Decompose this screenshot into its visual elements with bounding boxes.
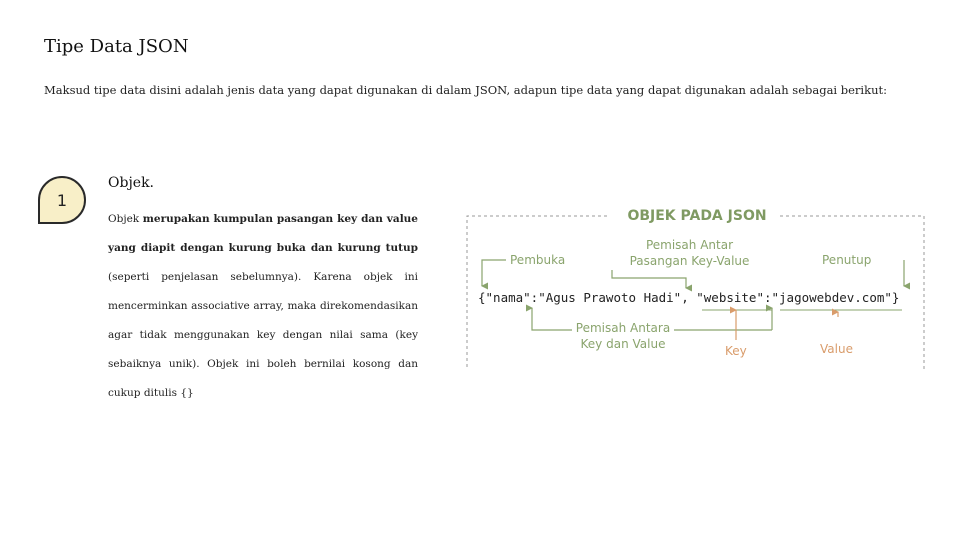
arrow-pemisah-pasangan bbox=[612, 270, 686, 288]
label-pemisah-kv-line2: Key dan Value bbox=[580, 337, 666, 351]
section-body bbox=[108, 205, 418, 408]
label-penutup: Penutup bbox=[822, 253, 872, 267]
diagram-title: OBJEK PADA JSON bbox=[627, 208, 767, 224]
label-pembuka: Pembuka bbox=[510, 253, 566, 267]
label-pemisah-pasangan-line1: Pemisah Antar bbox=[645, 238, 734, 252]
section-heading: Objek. bbox=[108, 175, 154, 191]
body-bold: merupakan kumpulan pasangan key dan value yang diapit dengan kurung buka dan kurung tutup bbox=[108, 213, 418, 254]
label-pemisah-pasangan bbox=[622, 237, 757, 269]
body-rest: (seperti penjelasan sebelumnya). Karena objek ini mencerminkan associative array, maka direkomendasikan agar tidak menggunakan key dengan nilai sama (key sebaiknya unik). Objek ini boleh bernilai kosong dan cukup ditulis {} bbox=[108, 271, 418, 399]
label-value: Value bbox=[820, 342, 853, 356]
intro-text: Maksud tipe data disini adalah jenis data yang dapat digunakan di dalam JSON, adapun tipe data yang dapat digunakan adalah sebagai berikut: bbox=[44, 83, 887, 97]
arrow-pembuka bbox=[482, 260, 506, 286]
page-title: Tipe Data JSON bbox=[44, 36, 189, 57]
json-code: {"nama":"Agus Prawoto Hadi", "website":"jagowebdev.com"} bbox=[478, 290, 900, 305]
label-pemisah-pasangan-line2: Pasangan Key-Value bbox=[629, 254, 750, 268]
label-pemisah-kv-line1: Pemisah Antara bbox=[575, 321, 671, 335]
arrow-pemisah-kv bbox=[532, 308, 572, 330]
label-key: Key bbox=[725, 344, 747, 358]
label-pemisah-kv bbox=[572, 320, 674, 352]
number-badge: 1 bbox=[38, 176, 86, 224]
body-lead: Objek bbox=[108, 213, 143, 225]
json-object-diagram bbox=[462, 200, 932, 380]
